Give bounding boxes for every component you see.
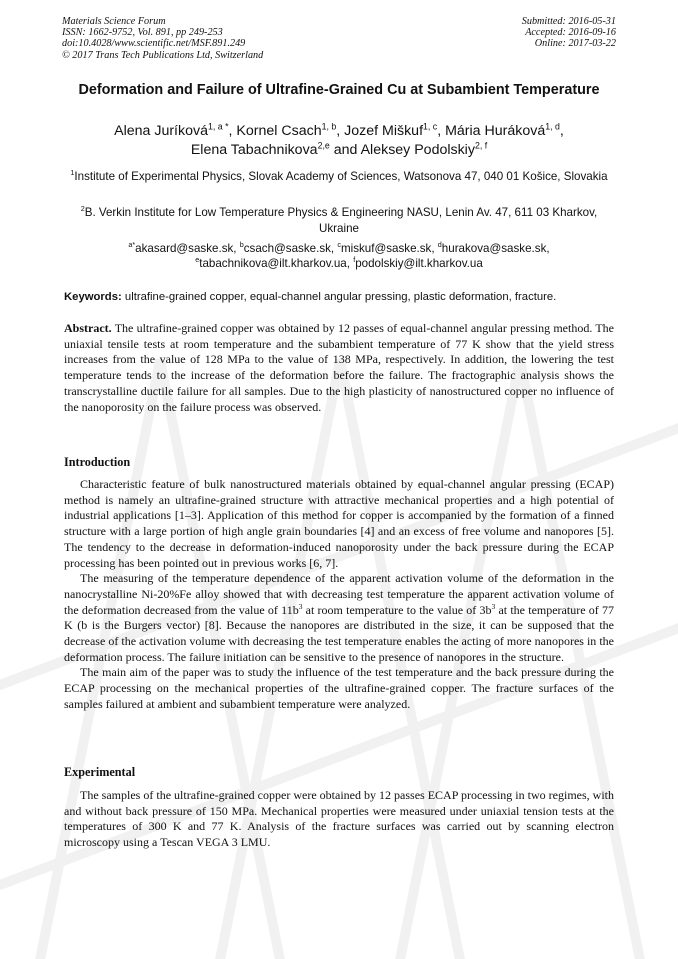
doi-line: doi:10.4028/www.scientific.net/MSF.891.249 [62, 38, 246, 50]
author: Alena Juríková$^{1, a *}$ [114, 121, 229, 139]
introduction-body [64, 477, 614, 713]
keywords-text: ultrafine-grained copper, equal-channel angular pressing, plastic deformation, fracture. [124, 291, 557, 303]
email-link[interactable]: hurakova@saske.sk [441, 242, 547, 255]
dates-info [522, 16, 616, 50]
copyright-line: © 2017 Trans Tech Publications Ltd, Switzerland [62, 49, 264, 61]
paragraph: The samples of the ultrafine-grained copper were obtained by 12 passes ECAP processing in two regimes, with and without back pressure of 150 MPa. Mechanical properties were measured under uniaxial tension tests at the temperatures of 300 K and 77 K. Analysis of the fracture surfaces was carried out by scanning electron microscopy using a Tescan VEGA 3 LMU. [64, 788, 614, 850]
paper-title: Deformation and Failure of Ultrafine-Grained Cu at Subambient Temperature [78, 82, 600, 98]
email-link[interactable]: miskuf@saske.sk [340, 242, 432, 255]
author: Jozef Miškuf$^{1, c}$ [344, 121, 438, 139]
paragraph: The main aim of the paper was to study the influence of the test temperature and the back pressure during the ECAP processing on the mechanical properties of the ultrafine-grained copper. The fracture surfaces of the samples failured at ambient and subambient temperature were analyzed. [64, 665, 614, 711]
email-link[interactable]: podolskiy@ilt.kharkov.ua [355, 257, 483, 270]
paragraph: The measuring of the temperature dependence of the apparent activation volume of the deformation in the nanocrystalline Ni-20%Fe alloy showed that with decreasing test temperature the apparent activation volume of the deformation decreased from the value of $11b^3$ at room temperature to the value of $3b^3$ at the temperature of 77 K (b is the Burgers vector) [8]. Because the nanopores are distributed in the size, it can be supposed that the decrease of the activation volume with decreasing the test temperature enables the acting of more nanopores in the deformation process. The failure initiation can be sensitive to the presence of nanopores in the structure. [64, 571, 614, 664]
email-link[interactable]: csach@saske.sk [243, 242, 331, 255]
keywords-label: Keywords: [64, 291, 122, 303]
abstract [64, 321, 614, 415]
journal-name: Materials Science Forum [62, 16, 166, 27]
paragraph: Characteristic feature of bulk nanostructured materials obtained by equal-channel angular pressing (ECAP) method is namely an ultrafine-grained structure with attractive mechanical properties and a high potential of industrial applications [1–3]. Application of this method for copper is accompanied by the formation of a finned structure with a large portion of high angle grain boundaries [4] and an excess of free volume and nanopores [5]. The tendency to the decrease in deformation-induced nanoporosity under the back pressure during the ECAP processing has been pointed out in previous works [6, 7]. [64, 477, 614, 570]
author: Mária Huráková$^{1, d}$ [445, 121, 560, 139]
journal-info [62, 16, 263, 61]
author-conjunction: and [333, 142, 358, 158]
author: Kornel Csach$^{1, b}$ [236, 121, 337, 139]
affiliation: $^1$Institute of Experimental Physics, Slovak Academy of Sciences, Watsonova 47, 040 01 Košice, Slovakia [70, 168, 608, 183]
author-list: Alena Juríková$^{1, a *}$, Kornel Csach$^{1, b}$, Jozef Miškuf$^{1, c}$, Mária Huráková$^{1, d}$, Elena Tabachnikova$^{2,e}$ and Aleksey Podolskiy$^{2, f}$ [114, 121, 564, 158]
keywords [64, 290, 624, 304]
accepted-date: Accepted: 2016-09-16 [525, 27, 616, 39]
abstract-text: The ultrafine-grained copper was obtained by 12 passes of equal-channel angular pressing method. The uniaxial tensile tests at room temperature and the subambient temperature of 77 K show that the yield stress increases from the value of 128 MPa to the value of 138 MPa, respectively. In addition, the lowering the test temperature tends to the increase of the deformation before the failure. The fractographic analysis shows the transcrystalline ductile failure for all samples. Due to the high plasticity of nanostructured copper no influence of the nanoporosity on the failure process was observed. [64, 321, 614, 414]
email-list: $^{a*}$akasard@saske.sk, $^b$csach@saske.sk, $^c$miskuf@saske.sk, $^d$hurakova@saske.sk, $^e$tabachnikova@ilt.kharkov.ua, $^f$podolskiy@ilt.kharkov.ua [128, 240, 550, 270]
author: Elena Tabachnikova$^{2,e}$ [190, 140, 330, 158]
section-heading-experimental: Experimental [64, 765, 136, 779]
abstract-label: Abstract. [64, 321, 112, 335]
experimental-body [64, 788, 614, 851]
section-heading-introduction: Introduction [64, 455, 131, 469]
email-link[interactable]: tabachnikova@ilt.kharkov.ua [199, 257, 347, 270]
affiliation: $^2$B. Verkin Institute for Low Temperature Physics & Engineering NASU, Lenin Av. 47, 611 03 Kharkov, Ukraine [80, 204, 598, 235]
author: Aleksey Podolskiy$^{2, f}$ [360, 140, 488, 158]
submitted-date: Submitted: 2016-05-31 [521, 16, 616, 27]
issn-line: ISSN: 1662-9752, Vol. 891, pp 249-253 [62, 27, 223, 39]
online-date: Online: 2017-03-22 [534, 38, 616, 50]
email-link[interactable]: akasard@saske.sk [135, 242, 234, 255]
